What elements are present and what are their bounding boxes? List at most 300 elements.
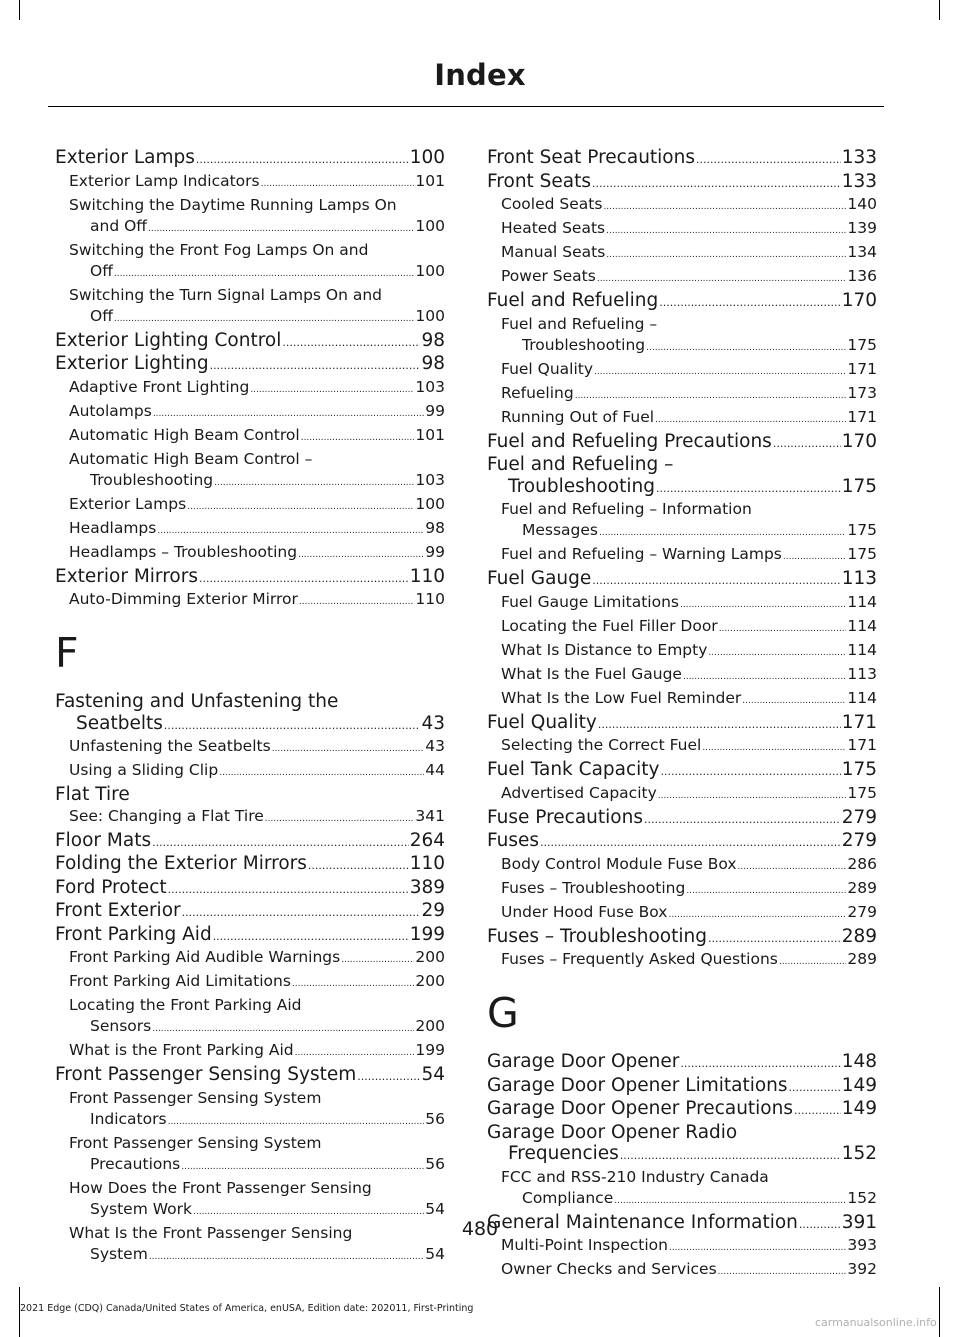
entry-label: Seatbelts bbox=[76, 712, 163, 734]
entry-page-number: 44 bbox=[425, 761, 445, 779]
entry-label: Off bbox=[90, 306, 113, 325]
entry-label: Fuel and Refueling – bbox=[501, 314, 658, 333]
entry-label: Troubleshooting bbox=[508, 475, 655, 497]
entry-page-number: 148 bbox=[841, 1051, 877, 1072]
dot-leader bbox=[668, 905, 846, 926]
entry-label: Folding the Exterior Mirrors bbox=[55, 853, 307, 874]
page-number: 480 bbox=[461, 1218, 499, 1240]
entry-label: Front Parking Aid Limitations bbox=[69, 972, 291, 990]
index-subentry bbox=[55, 589, 445, 613]
dot-leader bbox=[210, 355, 421, 377]
entry-label: Precautions bbox=[90, 1154, 181, 1173]
entry-label: Exterior Lighting bbox=[55, 353, 209, 374]
entry-label: Front Seats bbox=[487, 170, 592, 192]
index-subentry bbox=[487, 783, 877, 807]
dot-leader bbox=[779, 952, 847, 973]
entry-label: Frequencies bbox=[508, 1143, 619, 1164]
index-section-letter: G bbox=[487, 989, 519, 1037]
index-subentry bbox=[487, 335, 877, 359]
index-subentry bbox=[55, 1109, 445, 1133]
entry-page-number: 101 bbox=[415, 171, 445, 190]
dot-leader bbox=[153, 404, 424, 425]
entry-label: Front Seat Precautions bbox=[487, 147, 695, 168]
entry-page-number: 170 bbox=[841, 430, 877, 452]
dot-leader bbox=[261, 174, 415, 195]
header-divider bbox=[48, 106, 884, 107]
entry-page-number: 114 bbox=[847, 688, 877, 707]
entry-label: Fuse Precautions bbox=[487, 806, 643, 828]
entry-label: Under Hood Fuse Box bbox=[501, 902, 668, 921]
entry-page-number: 100 bbox=[415, 261, 445, 280]
index-subentry bbox=[55, 425, 445, 449]
entry-page-number: 29 bbox=[421, 900, 445, 921]
entry-label: What Is the Fuel Gauge bbox=[501, 664, 682, 683]
index-entry bbox=[55, 353, 445, 377]
entry-page-number: 99 bbox=[425, 542, 445, 561]
index-entry bbox=[487, 1122, 877, 1144]
entry-page-number: 133 bbox=[841, 170, 877, 192]
entry-page-number: 101 bbox=[415, 425, 445, 444]
dot-leader bbox=[592, 570, 840, 592]
dot-leader bbox=[213, 926, 409, 948]
entry-label: Owner Checks and Services bbox=[501, 1260, 717, 1278]
entry-label: Exterior Lamps bbox=[69, 494, 187, 513]
index-entry bbox=[487, 1143, 877, 1167]
entry-label: Fuel and Refueling – Warning Lamps bbox=[501, 545, 782, 563]
entry-page-number: 389 bbox=[409, 876, 445, 898]
index-subentry bbox=[487, 1167, 877, 1188]
index-subentry bbox=[487, 735, 877, 759]
dot-leader bbox=[250, 380, 414, 401]
footer-edition-text: 2021 Edge (CDQ) Canada/United States of America, enUSA, Edition date: 202011, First-Printing bbox=[20, 1303, 474, 1314]
entry-label: System Work bbox=[90, 1199, 192, 1218]
dot-leader bbox=[599, 523, 846, 544]
entry-page-number: 175 bbox=[847, 545, 877, 563]
index-subentry bbox=[55, 1178, 445, 1199]
entry-label: Power Seats bbox=[501, 267, 596, 285]
dot-leader bbox=[148, 219, 414, 240]
entry-page-number: 200 bbox=[415, 948, 445, 966]
entry-label: Heated Seats bbox=[501, 219, 606, 237]
index-subentry bbox=[55, 947, 445, 971]
dot-leader bbox=[164, 715, 421, 737]
entry-label: Refueling bbox=[501, 383, 574, 402]
index-entry bbox=[55, 330, 445, 354]
dot-leader bbox=[308, 855, 409, 877]
index-entry bbox=[55, 691, 445, 713]
dot-leader bbox=[301, 428, 415, 449]
index-column-right bbox=[487, 147, 877, 1283]
index-subentry bbox=[487, 520, 877, 544]
dot-leader bbox=[696, 149, 841, 171]
entry-page-number: 113 bbox=[841, 568, 877, 589]
entry-page-number: 110 bbox=[415, 590, 445, 608]
entry-label: Fuel Gauge bbox=[487, 568, 592, 589]
dot-leader bbox=[669, 1238, 846, 1259]
entry-label: Garage Door Opener Radio bbox=[487, 1121, 738, 1143]
entry-page-number: 114 bbox=[847, 616, 877, 635]
dot-leader bbox=[292, 974, 415, 995]
entry-page-number: 279 bbox=[841, 830, 877, 851]
entry-label: General Maintenance Information bbox=[487, 1211, 798, 1233]
entry-label: Front Parking Aid Audible Warnings bbox=[69, 948, 341, 966]
index-entry bbox=[55, 900, 445, 924]
entry-label: Exterior Mirrors bbox=[55, 565, 198, 587]
index-entry bbox=[487, 290, 877, 314]
dot-leader bbox=[646, 338, 846, 359]
dot-leader bbox=[181, 1157, 424, 1178]
index-subentry bbox=[55, 542, 445, 566]
entry-label: Unfastening the Seatbelts bbox=[69, 737, 271, 755]
crop-mark-bottom-right bbox=[939, 1287, 940, 1337]
index-subentry bbox=[487, 218, 877, 242]
entry-page-number: 171 bbox=[847, 736, 877, 754]
entry-label: Locating the Fuel Filler Door bbox=[501, 616, 718, 635]
entry-page-number: 103 bbox=[415, 377, 445, 396]
entry-page-number: 279 bbox=[841, 806, 877, 828]
entry-label: Off bbox=[90, 261, 113, 280]
index-section-letter: F bbox=[55, 629, 79, 677]
entry-label: Fuses bbox=[487, 830, 540, 851]
entry-label: Exterior Lamp Indicators bbox=[69, 171, 260, 190]
dot-leader bbox=[149, 1247, 424, 1268]
entry-label: Exterior Lighting Control bbox=[55, 329, 282, 351]
entry-page-number: 100 bbox=[415, 306, 445, 325]
dot-leader bbox=[718, 1262, 847, 1283]
entry-label: Fuses – Troubleshooting bbox=[501, 878, 686, 897]
index-subentry bbox=[55, 261, 445, 285]
watermark-text: carmanualsonline.info bbox=[815, 1316, 937, 1329]
entry-label: Adaptive Front Lighting bbox=[69, 377, 250, 396]
index-entry bbox=[487, 431, 877, 455]
index-entry bbox=[487, 171, 877, 195]
entry-label: Fuel Quality bbox=[501, 359, 594, 378]
entry-page-number: 199 bbox=[409, 923, 445, 945]
entry-page-number: 149 bbox=[841, 1098, 877, 1119]
entry-label: Switching the Front Fog Lamps On and bbox=[69, 240, 369, 259]
dot-leader bbox=[540, 832, 841, 854]
dot-leader bbox=[152, 1019, 414, 1040]
crop-mark-top-left bbox=[19, 0, 20, 20]
index-subentry bbox=[55, 1040, 445, 1064]
entry-page-number: 114 bbox=[847, 640, 877, 659]
entry-page-number: 100 bbox=[415, 216, 445, 235]
dot-leader bbox=[272, 739, 425, 760]
entry-label: Indicators bbox=[90, 1109, 167, 1128]
entry-page-number: 100 bbox=[409, 147, 445, 168]
entry-label: Garage Door Opener Precautions bbox=[487, 1098, 793, 1119]
index-subentry bbox=[55, 1133, 445, 1154]
index-entry bbox=[487, 712, 877, 736]
dot-leader bbox=[341, 950, 414, 971]
entry-page-number: 43 bbox=[421, 712, 445, 734]
entry-page-number: 286 bbox=[847, 854, 877, 873]
dot-leader bbox=[620, 1145, 841, 1167]
entry-label: Selecting the Correct Fuel bbox=[501, 736, 702, 754]
index-subentry bbox=[487, 949, 877, 973]
entry-page-number: 200 bbox=[415, 972, 445, 990]
dot-leader bbox=[658, 786, 847, 807]
entry-page-number: 279 bbox=[847, 902, 877, 921]
entry-label: How Does the Front Passenger Sensing bbox=[69, 1178, 372, 1197]
entry-label: Fuel and Refueling – Information bbox=[501, 500, 752, 518]
entry-label: Exterior Lamps bbox=[55, 147, 195, 168]
entry-label: Front Parking Aid bbox=[55, 923, 212, 945]
entry-page-number: 171 bbox=[847, 407, 877, 426]
entry-label: Flat Tire bbox=[55, 784, 130, 805]
index-entry bbox=[55, 924, 445, 948]
dot-leader bbox=[659, 292, 840, 314]
entry-label: Front Passenger Sensing System bbox=[69, 1088, 322, 1107]
entry-page-number: 393 bbox=[847, 1236, 877, 1254]
entry-label: Auto-Dimming Exterior Mirror bbox=[69, 590, 298, 608]
dot-leader bbox=[168, 879, 409, 901]
dot-leader bbox=[598, 714, 841, 736]
index-subentry bbox=[55, 216, 445, 240]
entry-label: Messages bbox=[522, 521, 599, 539]
index-subentry bbox=[55, 240, 445, 261]
dot-leader bbox=[794, 1100, 841, 1122]
index-subentry bbox=[487, 407, 877, 431]
dot-leader bbox=[265, 809, 415, 830]
index-subentry bbox=[55, 377, 445, 401]
entry-label: Fastening and Unfastening the bbox=[55, 691, 339, 712]
entry-page-number: 140 bbox=[847, 195, 877, 213]
entry-page-number: 114 bbox=[847, 592, 877, 611]
index-subentry bbox=[55, 449, 445, 470]
index-entry bbox=[487, 926, 877, 950]
index-subentry bbox=[487, 266, 877, 290]
dot-leader bbox=[644, 809, 841, 831]
dot-leader bbox=[614, 1191, 846, 1212]
dot-leader bbox=[114, 309, 415, 330]
index-subentry bbox=[487, 359, 877, 383]
dot-leader bbox=[187, 497, 414, 518]
entry-label: FCC and RSS-210 Industry Canada bbox=[501, 1167, 769, 1186]
entry-page-number: 56 bbox=[425, 1109, 445, 1128]
index-subentry bbox=[55, 470, 445, 494]
entry-label: and Off bbox=[90, 216, 147, 235]
dot-leader bbox=[298, 545, 424, 566]
entry-page-number: 152 bbox=[847, 1188, 877, 1207]
dot-leader bbox=[114, 264, 415, 285]
index-subentry bbox=[55, 760, 445, 784]
index-entry bbox=[55, 566, 445, 590]
entry-page-number: 341 bbox=[415, 806, 445, 825]
entry-label: Troubleshooting bbox=[90, 470, 214, 489]
entry-label: Fuel Quality bbox=[487, 711, 597, 733]
entry-label: Automatic High Beam Control bbox=[69, 425, 300, 444]
index-subentry bbox=[487, 902, 877, 926]
entry-page-number: 264 bbox=[409, 829, 445, 851]
index-subentry bbox=[55, 971, 445, 995]
entry-label: Fuel and Refueling Precautions bbox=[487, 430, 772, 452]
entry-page-number: 110 bbox=[409, 853, 445, 874]
entry-page-number: 136 bbox=[847, 267, 877, 285]
entry-page-number: 54 bbox=[425, 1199, 445, 1218]
dot-leader bbox=[157, 521, 424, 542]
entry-page-number: 200 bbox=[415, 1017, 445, 1035]
entry-page-number: 199 bbox=[415, 1041, 445, 1059]
entry-page-number: 171 bbox=[841, 711, 877, 733]
dot-leader bbox=[686, 881, 846, 902]
dot-leader bbox=[214, 473, 414, 494]
entry-label: Garage Door Opener Limitations bbox=[487, 1074, 788, 1096]
dot-leader bbox=[594, 362, 846, 383]
entry-label: Ford Protect bbox=[55, 876, 167, 898]
entry-page-number: 98 bbox=[421, 353, 445, 374]
dot-leader bbox=[295, 1043, 415, 1064]
entry-label: Multi-Point Inspection bbox=[501, 1236, 668, 1254]
index-entry bbox=[487, 568, 877, 592]
index-entry bbox=[487, 807, 877, 831]
entry-label: Body Control Module Fuse Box bbox=[501, 854, 737, 873]
entry-page-number: 149 bbox=[841, 1074, 877, 1096]
dot-leader bbox=[719, 619, 847, 640]
index-entry bbox=[487, 759, 877, 783]
entry-label: Front Passenger Sensing System bbox=[69, 1133, 322, 1152]
dot-leader bbox=[680, 1053, 840, 1075]
entry-page-number: 391 bbox=[841, 1211, 877, 1233]
entry-label: Switching the Turn Signal Lamps On and bbox=[69, 285, 383, 304]
index-subentry bbox=[487, 592, 877, 616]
index-entry bbox=[55, 853, 445, 877]
entry-page-number: 170 bbox=[841, 290, 877, 311]
index-subentry bbox=[55, 494, 445, 518]
dot-leader bbox=[656, 478, 841, 500]
index-entry bbox=[55, 784, 445, 806]
entry-label: Floor Mats bbox=[55, 829, 152, 851]
dot-leader bbox=[680, 595, 846, 616]
entry-page-number: 54 bbox=[425, 1244, 445, 1263]
entry-page-number: 113 bbox=[847, 664, 877, 683]
entry-page-number: 289 bbox=[847, 878, 877, 897]
entry-page-number: 175 bbox=[841, 759, 877, 780]
dot-leader bbox=[702, 738, 846, 759]
entry-label: Compliance bbox=[522, 1188, 614, 1207]
dot-leader bbox=[789, 1077, 841, 1099]
dot-leader bbox=[199, 568, 409, 590]
index-entry bbox=[487, 147, 877, 171]
entry-page-number: 139 bbox=[847, 219, 877, 237]
entry-page-number: 134 bbox=[847, 243, 877, 261]
index-subentry bbox=[55, 1244, 445, 1268]
entry-label: Cooled Seats bbox=[501, 195, 603, 213]
dot-leader bbox=[661, 761, 841, 783]
entry-label: Sensors bbox=[90, 1017, 152, 1035]
index-subentry bbox=[55, 995, 445, 1016]
index-subentry bbox=[487, 688, 877, 712]
entry-label: Using a Sliding Clip bbox=[69, 761, 219, 779]
dot-leader bbox=[597, 269, 847, 290]
index-subentry bbox=[55, 285, 445, 306]
entry-label: Fuel and Refueling bbox=[487, 290, 659, 311]
entry-label: See: Changing a Flat Tire bbox=[69, 806, 264, 825]
entry-page-number: 43 bbox=[425, 737, 445, 755]
dot-leader bbox=[282, 332, 420, 354]
index-subentry bbox=[487, 383, 877, 407]
entry-label: System bbox=[90, 1244, 148, 1263]
index-subentry bbox=[55, 1088, 445, 1109]
entry-label: What is the Front Parking Aid bbox=[69, 1041, 294, 1059]
dot-leader bbox=[299, 592, 414, 613]
dot-leader bbox=[357, 1066, 420, 1088]
page-title: Index bbox=[434, 58, 526, 92]
index-entry bbox=[487, 476, 877, 500]
dot-leader bbox=[742, 691, 846, 712]
index-subentry bbox=[55, 195, 445, 216]
entry-label: What Is the Low Fuel Reminder bbox=[501, 688, 742, 707]
dot-leader bbox=[708, 928, 841, 950]
entry-label: Front Passenger Sensing System bbox=[55, 1064, 357, 1085]
entry-page-number: 98 bbox=[425, 518, 445, 537]
index-entry bbox=[487, 454, 877, 476]
entry-page-number: 175 bbox=[841, 475, 877, 497]
entry-label: Fuel and Refueling – bbox=[487, 454, 674, 475]
index-subentry bbox=[55, 1016, 445, 1040]
index-subentry bbox=[487, 878, 877, 902]
entry-page-number: 98 bbox=[421, 329, 445, 351]
index-subentry bbox=[487, 1188, 877, 1212]
entry-label: Manual Seats bbox=[501, 243, 606, 261]
entry-label: Headlamps bbox=[69, 518, 157, 537]
entry-page-number: 56 bbox=[425, 1154, 445, 1173]
entry-label: Fuel Gauge Limitations bbox=[501, 592, 679, 611]
entry-label: Front Exterior bbox=[55, 900, 181, 921]
entry-label: Fuses – Troubleshooting bbox=[487, 925, 707, 947]
index-entry bbox=[487, 1051, 877, 1075]
index-subentry bbox=[55, 518, 445, 542]
entry-label: What Is Distance to Empty bbox=[501, 640, 708, 659]
entry-page-number: 103 bbox=[415, 470, 445, 489]
index-entry bbox=[55, 1064, 445, 1088]
index-subentry bbox=[55, 401, 445, 425]
index-subentry bbox=[55, 171, 445, 195]
index-subentry bbox=[55, 306, 445, 330]
index-subentry bbox=[487, 1259, 877, 1283]
index-subentry bbox=[487, 499, 877, 520]
entry-label: Locating the Front Parking Aid bbox=[69, 996, 302, 1014]
index-subentry bbox=[55, 736, 445, 760]
index-entry bbox=[487, 1098, 877, 1122]
index-subentry bbox=[487, 314, 877, 335]
dot-leader bbox=[168, 1112, 425, 1133]
entry-label: Advertised Capacity bbox=[501, 783, 657, 802]
entry-label: Headlamps – Troubleshooting bbox=[69, 542, 298, 561]
dot-leader bbox=[708, 643, 846, 664]
dot-leader bbox=[606, 221, 846, 242]
entry-page-number: 100 bbox=[415, 494, 445, 513]
entry-label: Troubleshooting bbox=[522, 335, 646, 354]
entry-page-number: 289 bbox=[841, 925, 877, 947]
index-subentry bbox=[487, 854, 877, 878]
index-entry bbox=[55, 830, 445, 854]
entry-label: Switching the Daytime Running Lamps On bbox=[69, 195, 397, 214]
entry-page-number: 54 bbox=[421, 1064, 445, 1085]
index-subentry bbox=[487, 544, 877, 568]
index-subentry bbox=[487, 640, 877, 664]
entry-label: Garage Door Opener bbox=[487, 1051, 680, 1072]
entry-page-number: 289 bbox=[847, 950, 877, 968]
entry-label: Fuses – Frequently Asked Questions bbox=[501, 950, 778, 968]
dot-leader bbox=[219, 763, 424, 784]
entry-page-number: 99 bbox=[425, 401, 445, 420]
dot-leader bbox=[606, 245, 846, 266]
index-subentry bbox=[55, 1154, 445, 1178]
dot-leader bbox=[575, 386, 847, 407]
dot-leader bbox=[783, 547, 847, 568]
index-subentry bbox=[487, 616, 877, 640]
